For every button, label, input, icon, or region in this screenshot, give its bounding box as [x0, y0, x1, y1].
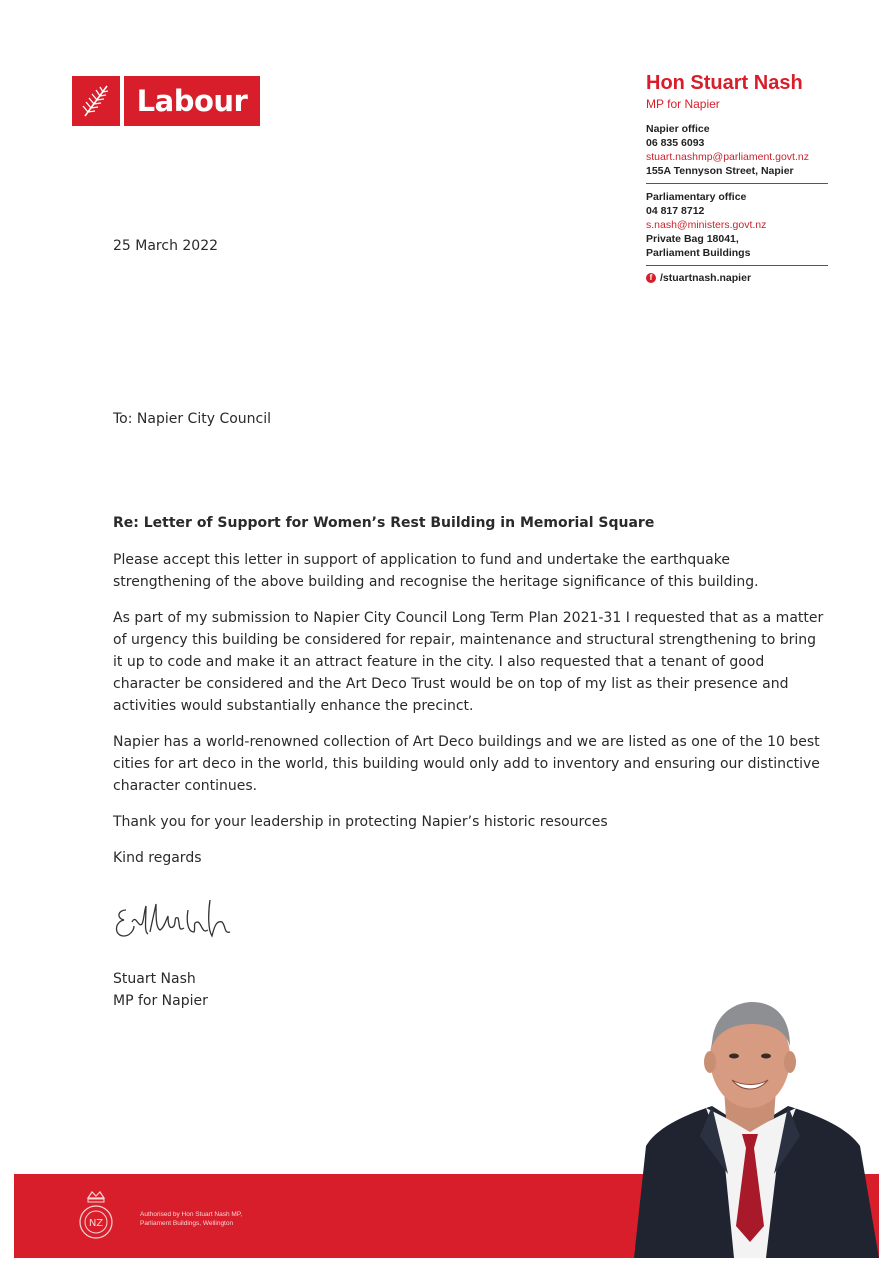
divider [646, 265, 828, 266]
line: strengthening of the above building and recognise the heritage significance of this building. [113, 574, 759, 590]
parliamentary-office-phone: 04 817 8712 [646, 205, 705, 217]
facebook-icon: f [646, 273, 656, 283]
signer-block [113, 968, 208, 1012]
paragraph [113, 731, 843, 797]
thanks-paragraph: Thank you for your leadership in protecting Napier’s historic resources [113, 814, 608, 830]
line: cities for art deco in the world, this building would only add to inventory and ensuring our distinctive [113, 756, 820, 772]
facebook-handle: /stuartnash.napier [660, 272, 752, 284]
letter-body [113, 549, 843, 883]
divider [646, 183, 828, 184]
napier-office [646, 122, 828, 178]
logo-wordmark: Labour [124, 76, 260, 126]
fern-icon [72, 76, 120, 126]
labour-logo [72, 76, 260, 126]
nz-crest [74, 1188, 118, 1251]
authorisation-statement [140, 1210, 242, 1228]
paragraph [113, 549, 843, 593]
parliamentary-office-address-2: Parliament Buildings [646, 247, 751, 259]
line: As part of my submission to Napier City Council Long Term Plan 2021-31 I requested that as a matter [113, 610, 824, 626]
parliamentary-office-heading: Parliamentary office [646, 191, 747, 203]
line: activities would substantially enhance the precinct. [113, 698, 474, 714]
facebook-link[interactable] [646, 272, 828, 284]
line: Napier has a world-renowned collection of Art Deco buildings and we are listed as one of the 10 best [113, 734, 820, 750]
paragraph [113, 607, 843, 717]
napier-office-address: 155A Tennyson Street, Napier [646, 165, 794, 177]
napier-office-phone: 06 835 6093 [646, 137, 705, 149]
crest-label: NZ [88, 1218, 104, 1229]
line: character be considered and the Art Deco Trust would be on top of my list as their presence and [113, 676, 789, 692]
signer-role: MP for Napier [113, 993, 208, 1009]
parliamentary-office [646, 190, 828, 260]
signer-name: Stuart Nash [113, 971, 196, 987]
napier-office-email[interactable]: stuart.nashmp@parliament.govt.nz [646, 151, 809, 163]
line: of urgency this building be considered for repair, maintenance and structural strengthening to bring [113, 632, 817, 648]
letterhead-contact [646, 70, 828, 284]
napier-office-heading: Napier office [646, 123, 710, 135]
letter-subject: Re: Letter of Support for Women’s Rest Building in Memorial Square [113, 515, 655, 531]
mp-portrait [628, 996, 879, 1263]
parliamentary-office-email[interactable]: s.nash@ministers.govt.nz [646, 219, 767, 231]
parliamentary-office-address-1: Private Bag 18041, [646, 233, 739, 245]
line: it up to code and make it an attract feature in the city. I also requested that a tenant of good [113, 654, 765, 670]
line: character continues. [113, 778, 258, 794]
mp-name: Hon Stuart Nash [646, 72, 803, 94]
letter-recipient: To: Napier City Council [113, 411, 272, 427]
closing: Kind regards [113, 850, 202, 866]
signature [112, 892, 272, 949]
auth-line: Authorised by Hon Stuart Nash MP, [140, 1211, 243, 1218]
line: Please accept this letter in support of application to fund and undertake the earthquake [113, 552, 730, 568]
letter-date: 25 March 2022 [113, 238, 219, 254]
auth-line: Parliament Buildings, Wellington [140, 1220, 234, 1227]
mp-role: MP for Napier [646, 97, 720, 111]
